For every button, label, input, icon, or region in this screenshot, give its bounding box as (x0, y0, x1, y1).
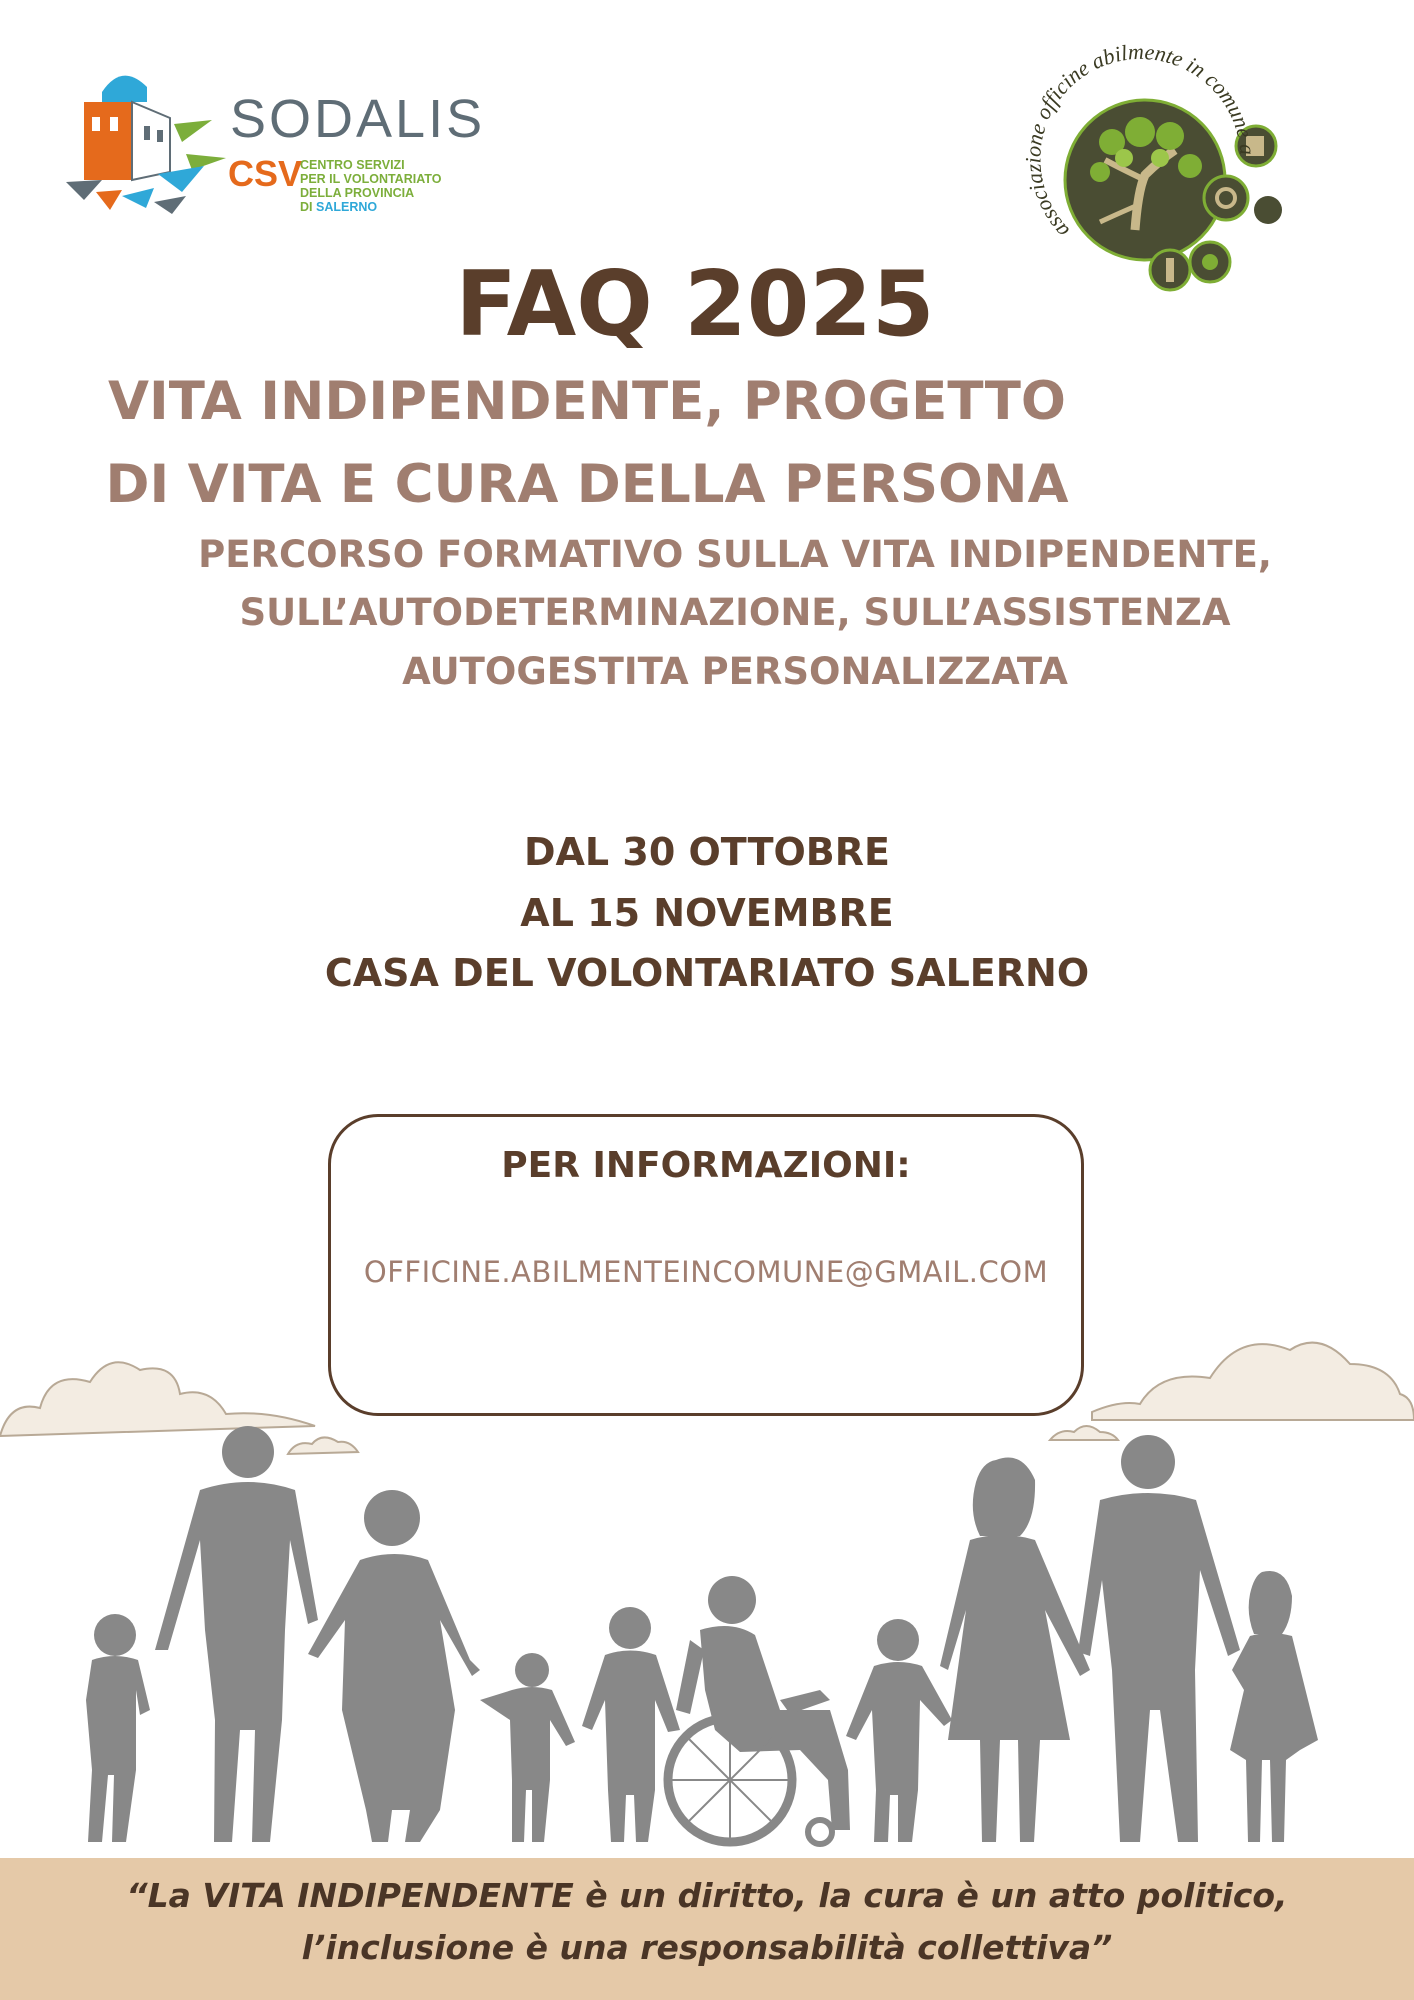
woman-silhouette (308, 1490, 480, 1842)
child-silhouette (86, 1614, 150, 1842)
girl-silhouette (1230, 1571, 1318, 1842)
contact-email-link[interactable]: OFFICINE.ABILMENTEINCOMUNE@GMAIL.COM (363, 1255, 1049, 1289)
event-location: CASA DEL VOLONTARIATO SALERNO (324, 951, 1090, 995)
csv-wordmark: CSV (228, 153, 303, 194)
child-silhouette (582, 1607, 680, 1842)
info-title: PER INFORMAZIONI: (501, 1145, 911, 1186)
event-date-end: AL 15 NOVEMBRE (520, 891, 894, 935)
csv-sub-line: DELLA PROVINCIA (300, 186, 415, 200)
association-ring-textpath: associazione officine abilmente in comune a (1020, 40, 1261, 244)
sodalis-emblem-icon (62, 62, 232, 222)
info-box (328, 1114, 1084, 1416)
course-description-line: SULL’AUTODETERMINAZIONE, SULL’ASSISTENZA (239, 591, 1231, 634)
child-silhouette (846, 1619, 952, 1842)
cloud-right-icon (1092, 1343, 1414, 1420)
cloud-left-icon (0, 1362, 315, 1436)
man-silhouette (155, 1426, 318, 1842)
subtitle-line: DI VITA E CURA DELLA PERSONA (105, 454, 1069, 515)
csv-sub-line: CENTRO SERVIZI (300, 158, 405, 172)
csv-sub-prefix: DI (300, 200, 313, 214)
csv-sub-line-last (300, 200, 441, 214)
footer-quote-banner (0, 1858, 1414, 2000)
subtitle-line: VITA INDIPENDENTE, PROGETTO (108, 371, 1066, 432)
sodalis-wordmark: SODALIS (230, 89, 486, 149)
page-title: FAQ 2025 (455, 252, 935, 357)
csv-sub-line: PER IL VOLONTARIATO (300, 172, 442, 186)
event-date-start: DAL 30 OTTOBRE (523, 830, 890, 874)
course-description-line: PERCORSO FORMATIVO SULLA VITA INDIPENDENTE, (198, 533, 1272, 576)
cloud-small-left-icon (288, 1437, 358, 1454)
toddler-silhouette (480, 1653, 575, 1842)
woman-silhouette (940, 1458, 1090, 1843)
man-silhouette (1078, 1435, 1240, 1842)
course-description-line: AUTOGESTITA PERSONALIZZATA (402, 650, 1068, 693)
quote-line: “La VITA INDIPENDENTE è un diritto, la cura è un atto politico, (126, 1876, 1288, 1915)
sodalis-csv-logo (62, 62, 486, 222)
cloud-small-right-icon (1050, 1426, 1118, 1440)
wheelchair-user-silhouette (668, 1576, 850, 1844)
csv-subtitle (300, 158, 441, 214)
csv-sub-city: SALERNO (315, 200, 378, 214)
quote-line: l’inclusione è una responsabilità collettiva” (301, 1928, 1113, 1967)
